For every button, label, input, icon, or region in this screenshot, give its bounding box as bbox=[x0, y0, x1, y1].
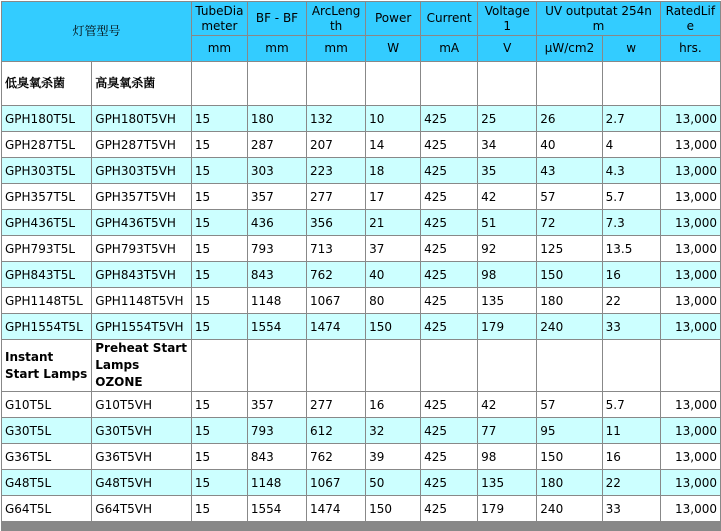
cell-uv-intensity: 125 bbox=[537, 236, 601, 261]
cell-voltage: 42 bbox=[478, 184, 536, 209]
table-row bbox=[2, 184, 720, 209]
cell-bf-bf: 436 bbox=[248, 210, 306, 235]
group-label-low-ozone: 低臭氧杀菌 bbox=[2, 62, 91, 105]
unit-voltage: V bbox=[478, 36, 536, 61]
cell-arc-length: 1474 bbox=[307, 496, 365, 521]
cell-arc-length: 223 bbox=[307, 158, 365, 183]
cell-bf-bf: 843 bbox=[248, 262, 306, 287]
unit-uv-watts: w bbox=[603, 36, 660, 61]
col-header-current: Current bbox=[421, 2, 477, 35]
cell-bf-bf: 180 bbox=[248, 106, 306, 131]
cell-voltage: 77 bbox=[478, 418, 536, 443]
cell-model-high-ozone: G30T5VH bbox=[92, 418, 191, 443]
cell-model-high-ozone: GPH357T5VH bbox=[92, 184, 191, 209]
cell-uv-watts: 33 bbox=[603, 314, 660, 339]
cell-model-low-ozone: G36T5L bbox=[2, 444, 91, 469]
table-row bbox=[2, 158, 720, 183]
table-row bbox=[2, 418, 720, 443]
cell-arc-length: 277 bbox=[307, 392, 365, 417]
cell-tube-diameter: 15 bbox=[192, 236, 247, 261]
cell-model-low-ozone: GPH287T5L bbox=[2, 132, 91, 157]
unit-rated-life: hrs. bbox=[661, 36, 720, 61]
cell-arc-length: 762 bbox=[307, 262, 365, 287]
cell-current: 425 bbox=[421, 470, 477, 495]
cell-model-high-ozone: G36T5VH bbox=[92, 444, 191, 469]
cell-current: 425 bbox=[421, 184, 477, 209]
cell-rated-life: 13,000 bbox=[661, 106, 720, 131]
cell-uv-intensity: 180 bbox=[537, 470, 601, 495]
col-header-rated-life: RatedLife bbox=[661, 2, 720, 35]
group-label-preheat-start: Preheat Start Lamps OZONE bbox=[92, 340, 191, 391]
cell-model-low-ozone: GPH793T5L bbox=[2, 236, 91, 261]
cell-bf-bf: 287 bbox=[248, 132, 306, 157]
cell-model-high-ozone: GPH287T5VH bbox=[92, 132, 191, 157]
cell-bf-bf: 843 bbox=[248, 444, 306, 469]
cell-uv-watts: 4.3 bbox=[603, 158, 660, 183]
col-header-power: Power bbox=[366, 2, 420, 35]
cell-bf-bf: 357 bbox=[248, 392, 306, 417]
col-header-uv-output: UV outputat 254nm bbox=[537, 2, 659, 35]
cell-tube-diameter: 15 bbox=[192, 262, 247, 287]
cell-uv-watts: 5.7 bbox=[603, 392, 660, 417]
cell-tube-diameter: 15 bbox=[192, 496, 247, 521]
cell-model-high-ozone: GPH843T5VH bbox=[92, 262, 191, 287]
cell-power: 21 bbox=[366, 210, 420, 235]
unit-current: mA bbox=[421, 36, 477, 61]
cell-uv-watts: 16 bbox=[603, 444, 660, 469]
table-row bbox=[2, 496, 720, 521]
cell-bf-bf: 1148 bbox=[248, 470, 306, 495]
cell-uv-watts: 22 bbox=[603, 288, 660, 313]
cell-rated-life: 13,000 bbox=[661, 158, 720, 183]
cell-tube-diameter: 15 bbox=[192, 288, 247, 313]
cell-bf-bf: 1148 bbox=[248, 288, 306, 313]
cell-model-high-ozone: G10T5VH bbox=[92, 392, 191, 417]
cell-model-low-ozone: GPH436T5L bbox=[2, 210, 91, 235]
spec-table-wrapper bbox=[1, 1, 721, 531]
cell-voltage: 42 bbox=[478, 392, 536, 417]
cell-model-high-ozone: GPH1554T5VH bbox=[92, 314, 191, 339]
cell-arc-length: 1474 bbox=[307, 314, 365, 339]
cell-voltage: 98 bbox=[478, 444, 536, 469]
cell-model-low-ozone: GPH1148T5L bbox=[2, 288, 91, 313]
cell-current: 425 bbox=[421, 262, 477, 287]
cell-model-low-ozone: GPH357T5L bbox=[2, 184, 91, 209]
cell-uv-watts: 4 bbox=[603, 132, 660, 157]
table-row bbox=[2, 314, 720, 339]
cell-voltage: 34 bbox=[478, 132, 536, 157]
cell-voltage: 35 bbox=[478, 158, 536, 183]
table-row bbox=[2, 470, 720, 495]
cell-current: 425 bbox=[421, 158, 477, 183]
cell-uv-intensity: 150 bbox=[537, 262, 601, 287]
cell-power: 17 bbox=[366, 184, 420, 209]
cell-uv-watts: 16 bbox=[603, 262, 660, 287]
cell-voltage: 135 bbox=[478, 470, 536, 495]
cell-model-low-ozone: G10T5L bbox=[2, 392, 91, 417]
cell-uv-intensity: 43 bbox=[537, 158, 601, 183]
unit-bf-bf: mm bbox=[248, 36, 306, 61]
cell-bf-bf: 793 bbox=[248, 418, 306, 443]
cell-arc-length: 1067 bbox=[307, 470, 365, 495]
cell-arc-length: 1067 bbox=[307, 288, 365, 313]
table-body bbox=[2, 2, 720, 521]
col-header-bf-bf: BF - BF bbox=[248, 2, 306, 35]
cell-current: 425 bbox=[421, 106, 477, 131]
cell-uv-intensity: 40 bbox=[537, 132, 601, 157]
cell-model-high-ozone: GPH793T5VH bbox=[92, 236, 191, 261]
cell-uv-intensity: 150 bbox=[537, 444, 601, 469]
cell-model-high-ozone: GPH180T5VH bbox=[92, 106, 191, 131]
table-row bbox=[2, 262, 720, 287]
cell-arc-length: 207 bbox=[307, 132, 365, 157]
cell-uv-watts: 22 bbox=[603, 470, 660, 495]
cell-uv-intensity: 26 bbox=[537, 106, 601, 131]
cell-power: 18 bbox=[366, 158, 420, 183]
cell-rated-life: 13,000 bbox=[661, 444, 720, 469]
cell-voltage: 25 bbox=[478, 106, 536, 131]
cell-tube-diameter: 15 bbox=[192, 418, 247, 443]
cell-uv-watts: 11 bbox=[603, 418, 660, 443]
cell-current: 425 bbox=[421, 210, 477, 235]
cell-tube-diameter: 15 bbox=[192, 470, 247, 495]
cell-voltage: 92 bbox=[478, 236, 536, 261]
col-header-arc-length: ArcLength bbox=[307, 2, 365, 35]
col-header-tube-diameter: TubeDiameter bbox=[192, 2, 247, 35]
cell-current: 425 bbox=[421, 236, 477, 261]
cell-bf-bf: 793 bbox=[248, 236, 306, 261]
cell-arc-length: 277 bbox=[307, 184, 365, 209]
cell-tube-diameter: 15 bbox=[192, 132, 247, 157]
cell-current: 425 bbox=[421, 444, 477, 469]
cell-uv-intensity: 57 bbox=[537, 392, 601, 417]
cell-model-high-ozone: G48T5VH bbox=[92, 470, 191, 495]
cell-voltage: 98 bbox=[478, 262, 536, 287]
cell-tube-diameter: 15 bbox=[192, 184, 247, 209]
cell-power: 80 bbox=[366, 288, 420, 313]
cell-power: 150 bbox=[366, 496, 420, 521]
cell-uv-watts: 7.3 bbox=[603, 210, 660, 235]
cell-uv-intensity: 72 bbox=[537, 210, 601, 235]
table-row bbox=[2, 132, 720, 157]
cell-model-high-ozone: G64T5VH bbox=[92, 496, 191, 521]
cell-rated-life: 13,000 bbox=[661, 288, 720, 313]
cell-current: 425 bbox=[421, 132, 477, 157]
table-row bbox=[2, 210, 720, 235]
cell-model-low-ozone: G64T5L bbox=[2, 496, 91, 521]
lamp-spec-table bbox=[1, 1, 721, 522]
cell-bf-bf: 357 bbox=[248, 184, 306, 209]
cell-voltage: 179 bbox=[478, 314, 536, 339]
cell-uv-intensity: 240 bbox=[537, 496, 601, 521]
cell-model-low-ozone: GPH843T5L bbox=[2, 262, 91, 287]
col-header-voltage: Voltage 1 bbox=[478, 2, 536, 35]
cell-tube-diameter: 15 bbox=[192, 314, 247, 339]
cell-power: 14 bbox=[366, 132, 420, 157]
cell-tube-diameter: 15 bbox=[192, 106, 247, 131]
lamp-model-header: 灯管型号 bbox=[2, 2, 191, 61]
cell-bf-bf: 1554 bbox=[248, 496, 306, 521]
unit-uv-intensity: μW/cm2 bbox=[537, 36, 601, 61]
cell-arc-length: 132 bbox=[307, 106, 365, 131]
cell-model-low-ozone: GPH180T5L bbox=[2, 106, 91, 131]
group-row-start-type bbox=[2, 340, 720, 391]
cell-rated-life: 13,000 bbox=[661, 132, 720, 157]
table-row bbox=[2, 444, 720, 469]
cell-bf-bf: 303 bbox=[248, 158, 306, 183]
group-label-instant-start: Instant Start Lamps bbox=[2, 340, 91, 391]
cell-rated-life: 13,000 bbox=[661, 496, 720, 521]
group-row-ozone-type bbox=[2, 62, 720, 105]
header-row-names bbox=[2, 2, 720, 35]
cell-uv-watts: 5.7 bbox=[603, 184, 660, 209]
unit-arc-length: mm bbox=[307, 36, 365, 61]
cell-uv-intensity: 57 bbox=[537, 184, 601, 209]
cell-uv-intensity: 95 bbox=[537, 418, 601, 443]
cell-current: 425 bbox=[421, 314, 477, 339]
cell-current: 425 bbox=[421, 418, 477, 443]
cell-model-high-ozone: GPH303T5VH bbox=[92, 158, 191, 183]
cell-model-high-ozone: GPH436T5VH bbox=[92, 210, 191, 235]
cell-power: 40 bbox=[366, 262, 420, 287]
cell-uv-intensity: 240 bbox=[537, 314, 601, 339]
table-row bbox=[2, 106, 720, 131]
cell-power: 150 bbox=[366, 314, 420, 339]
cell-power: 37 bbox=[366, 236, 420, 261]
cell-voltage: 135 bbox=[478, 288, 536, 313]
cell-model-low-ozone: G48T5L bbox=[2, 470, 91, 495]
cell-power: 32 bbox=[366, 418, 420, 443]
cell-power: 39 bbox=[366, 444, 420, 469]
cell-voltage: 51 bbox=[478, 210, 536, 235]
cell-arc-length: 612 bbox=[307, 418, 365, 443]
unit-power: W bbox=[366, 36, 420, 61]
cell-current: 425 bbox=[421, 392, 477, 417]
cell-rated-life: 13,000 bbox=[661, 184, 720, 209]
table-row bbox=[2, 288, 720, 313]
unit-tube-diameter: mm bbox=[192, 36, 247, 61]
cell-rated-life: 13,000 bbox=[661, 236, 720, 261]
cell-uv-watts: 2.7 bbox=[603, 106, 660, 131]
cell-arc-length: 356 bbox=[307, 210, 365, 235]
cell-current: 425 bbox=[421, 288, 477, 313]
cell-tube-diameter: 15 bbox=[192, 158, 247, 183]
table-row bbox=[2, 236, 720, 261]
cell-tube-diameter: 15 bbox=[192, 444, 247, 469]
cell-rated-life: 13,000 bbox=[661, 392, 720, 417]
cell-rated-life: 13,000 bbox=[661, 418, 720, 443]
cell-arc-length: 713 bbox=[307, 236, 365, 261]
cell-model-low-ozone: GPH1554T5L bbox=[2, 314, 91, 339]
cell-model-low-ozone: G30T5L bbox=[2, 418, 91, 443]
cell-rated-life: 13,000 bbox=[661, 470, 720, 495]
cell-rated-life: 13,000 bbox=[661, 262, 720, 287]
cell-voltage: 179 bbox=[478, 496, 536, 521]
cell-tube-diameter: 15 bbox=[192, 210, 247, 235]
cell-arc-length: 762 bbox=[307, 444, 365, 469]
cell-uv-watts: 33 bbox=[603, 496, 660, 521]
cell-uv-intensity: 180 bbox=[537, 288, 601, 313]
cell-current: 425 bbox=[421, 496, 477, 521]
cell-tube-diameter: 15 bbox=[192, 392, 247, 417]
cell-uv-watts: 13.5 bbox=[603, 236, 660, 261]
cell-power: 10 bbox=[366, 106, 420, 131]
cell-rated-life: 13,000 bbox=[661, 314, 720, 339]
table-row bbox=[2, 392, 720, 417]
cell-power: 16 bbox=[366, 392, 420, 417]
group-label-high-ozone: 高臭氧杀菌 bbox=[92, 62, 191, 105]
cell-power: 50 bbox=[366, 470, 420, 495]
cell-model-high-ozone: GPH1148T5VH bbox=[92, 288, 191, 313]
cell-model-low-ozone: GPH303T5L bbox=[2, 158, 91, 183]
cell-rated-life: 13,000 bbox=[661, 210, 720, 235]
cell-bf-bf: 1554 bbox=[248, 314, 306, 339]
